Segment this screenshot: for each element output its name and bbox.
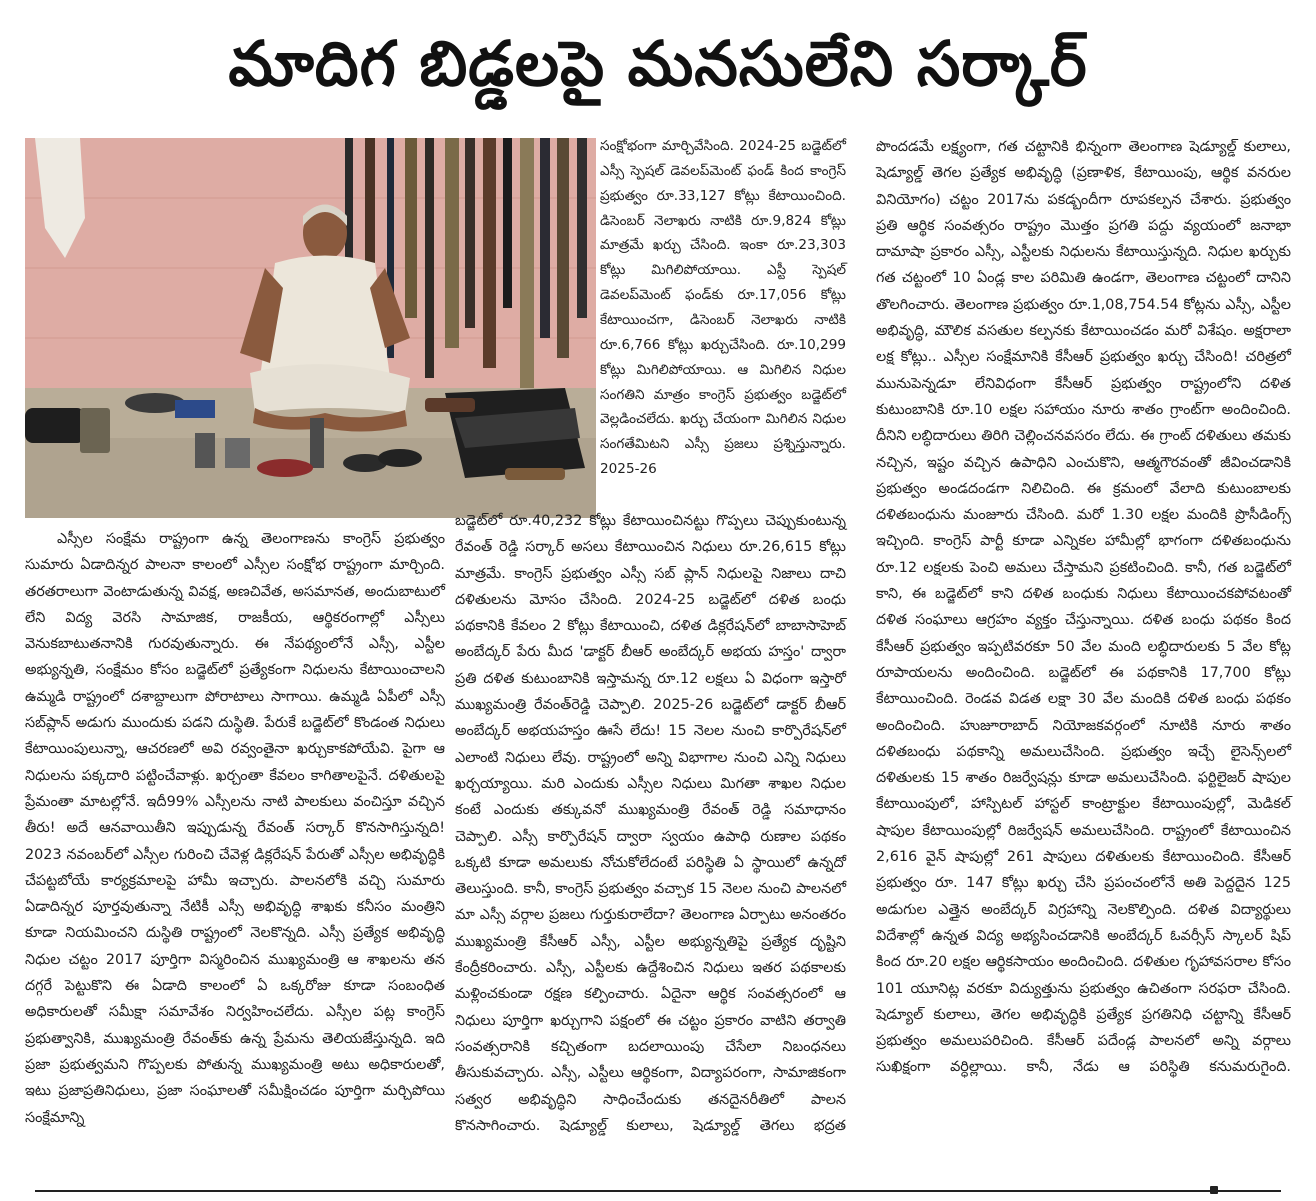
article-column-3 (876, 134, 1291, 1081)
article-column-2-bottom (455, 508, 846, 1139)
article-headline: మాదిగ బిడ్డలపై మనసులేని సర్కార్ (228, 27, 1088, 100)
column-2-bottom-text: బడ్జెట్‌లో రూ.40,232 కోట్లు కేటాయించినట్టు గొప్పలు చెప్పుకుంటున్న రేవంత్ రెడ్డి సర్కార్ అసలు కేటాయించిన నిధులు రూ.26,615 కోట్లు మాత్రమే. కాంగ్రెస్ ప్రభుత్వం ఎస్సీ సబ్ ప్లాన్ నిధులపై నిజాలు దాచి దళితులను మోసం చేసింది. 2024-25 బడ్జెట్‌లో దళిత బంధు పథకానికి కేవలం 2 కోట్లు కేటాయించి, దళిత డిక్లరేషన్‌లో బాబాసాహెబ్ అంబేద్కర్ పేరు మీద 'డాక్టర్ బీఆర్ అంబేద్కర్ అభయ హస్తం' ద్వారా ప్రతి దళిత కుటుంబానికి ఇస్తామన్న రూ.12 లక్షలు ఏ విధంగా ఇస్తారో ముఖ్యమంత్రి రేవంత్‌రెడ్డి చెప్పాలి. 2025-26 బడ్జెట్‌లో డాక్టర్ బీఆర్ అంబేద్కర్ అభయహస్తం ఊసే లేదు! 15 నెలల నుంచి కార్పొరేషన్‌లో ఎలాంటి నిధులు లేవు. రాష్ట్రంలో అన్ని విభాగాల నుంచి ఎన్ని నిధులు ఖర్చయ్యాయి. మరి ఎందుకు ఎస్సీల నిధులు మిగతా శాఖల నిధుల కంటే ఎందుకు తక్కువనో ముఖ్యమంత్రి రేవంత్ రెడ్డి సమాధానం చెప్పాలి. ఎస్సీ కార్పొరేషన్ ద్వారా స్వయం ఉపాధి రుణాల పథకం ఒక్కటి కూడా అమలుకు నోచుకోలేదంటే పరిస్థితి ఏ స్థాయిలో ఉన్నదో తెలుస్తుంది. కానీ, కాంగ్రెస్ ప్రభుత్వం వచ్చాక 15 నెలల నుంచి పాలనలో మా ఎస్సీ వర్గాల ప్రజలు గుర్తుకురాలేదా? తెలంగాణ ఏర్పాటు అనంతరం ముఖ్యమంత్రి కేసీఆర్ ఎస్సీ, ఎస్టీల అభ్యున్నతిపై ప్రత్యేక దృష్టిని కేంద్రీకరించారు. ఎస్సీ, ఎస్టీలకు ఉద్దేశించిన నిధులు ఇతర పథకాలకు మళ్లించకుండా రక్షణ కల్పించారు. ఏదైనా ఆర్థిక సంవత్సరంలో ఆ నిధులు పూర్తిగా ఖర్చుగాని పక్షంలో ఈ చట్టం ప్రకారం వాటిని తర్వాతి సంవత్సరానికి కచ్చితంగా బదలాయింపు చేసేలా నిబంధనలు తీసుకువచ్చారు. ఎస్సీ, ఎస్టీలు ఆర్థికంగా, విద్యాపరంగా, సామాజికంగా సత్వర అభివృద్ధిని సాధించేందుకు తనదైనరీతిలో పాలన కొనసాగించారు. షెడ్యూల్డ్ కులాలు, షెడ్యూల్డ్ తెగలు భద్రత (455, 513, 846, 1134)
article-column-2-top (600, 134, 846, 482)
column-3-text: పొందడమే లక్ష్యంగా, గత చట్టానికి భిన్నంగా తెలంగాణ షెడ్యూల్డ్ కులాలు, షెడ్యూల్డ్ తెగల ప్రత్యేక అభివృద్ధి (ప్రణాళిక, కేటాయింపు, ఆర్థిక వనరుల వినియోగం) చట్టం 2017ను పకడ్బందీగా రూపకల్పన చేశారు. ప్రభుత్వం ప్రతి ఆర్థిక సంవత్సరం రాష్ట్రం మొత్తం ప్రగతి పద్దు వ్యయంలో జనాభా దామాషా ప్రకారం ఎస్సీ, ఎస్టీలకు నిధులను కేటాయిస్తున్నది. నిధుల ఖర్చుకు గత చట్టంలో 10 ఏండ్ల కాల పరిమితి ఉండగా, తెలంగాణ చట్టంలో దానిని తొలగించారు. తెలంగాణ ప్రభుత్వం రూ.1,08,754.54 కోట్లను ఎస్సీ, ఎస్టీల అభివృద్ధి, మౌలిక వసతుల కల్పనకు కేటాయించడం మరో విశేషం. అక్షరాలా లక్ష కోట్లు.. ఎస్సీల సంక్షేమానికి కేసీఆర్ ప్రభుత్వం ఖర్చు చేసింది! చరిత్రలో మునుపెన్నడూ లేనివిధంగా కేసీఆర్ ప్రభుత్వం రాష్ట్రంలోని దళిత కుటుంబానికి రూ.10 లక్షల సహాయం నూరు శాతం గ్రాంట్‌గా అందించింది. దీనిని లబ్ధిదారులు తిరిగి చెల్లించనవసరం లేదు. ఈ గ్రాంట్ దళితులు తమకు నచ్చిన, ఇష్టం వచ్చిన ఉపాధిని ఎంచుకొని, ఆత్మగౌరవంతో జీవించడానికి ప్రభుత్వం అండదండగా నిలిచింది. ఈ క్రమంలో వేలాది కుటుంబాలకు దళితబంధును మంజూరు చేసింది. మరో 1.30 లక్షల మందికి ప్రొసీడింగ్స్ ఇచ్చింది. కాంగ్రెస్ పార్టీ కూడా ఎన్నికల హామీల్లో భాగంగా దళితబంధును రూ.12 లక్షలకు పెంచి అమలు చేస్తామని ప్రకటించింది. కానీ, గత బడ్జెట్‌లో కాని, ఈ బడ్జెట్‌లో కాని దళిత బంధుకు నిధులు కేటాయించకపోవటంతో దళిత సంఘాలు ఆగ్రహం వ్యక్తం చేస్తున్నాయి. దళిత బంధు పథకం కింద కేసీఆర్ ప్రభుత్వం ఇప్పటివరకూ 50 వేల మంది లబ్ధిదారులకు 5 వేల కోట్ల రూపాయలను అందించింది. బడ్జెట్‌లో ఈ పథకానికి 17,700 కోట్లు కేటాయించింది. రెండవ విడత లక్షా 30 వేల మందికి దళిత బంధు పథకం అందించింది. హుజూరాబాద్ నియోజకవర్గంలో నూటికి నూరు శాతం దళితబంధు పథకాన్ని అమలుచేసింది. ప్రభుత్వం ఇచ్చే లైసెన్స్‌లలో దళితులకు 15 శాతం రిజర్వేషన్లు కూడా అమలుచేసింది. ఫర్టిలైజర్ షాపుల కేటాయింపులో, హాస్పిటల్ హాస్టల్ కాంట్రాక్టుల కేటాయింపుల్లో, మెడికల్ షాపుల కేటాయింపుల్లో రిజర్వేషన్ అమలుచేసింది. రాష్ట్రంలో కేటాయించిన 2,616 వైన్ షాపుల్లో 261 షాపులు దళితులకు కేటాయించింది. కేసీఆర్ ప్రభుత్వం రూ. 147 కోట్లు ఖర్చు చేసి ప్రపంచంలోనే అతి పెద్దదైన 125 అడుగుల ఎత్తైన అంబేద్కర్ విగ్రహాన్ని నెలకొల్పింది. దళిత విద్యార్థులు విదేశాల్లో ఉన్నత విద్య అభ్యసించడానికి అంబేద్కర్ ఓవర్సీస్ స్కాలర్ షిప్ కింద రూ.20 లక్షల ఆర్థికసాయం అందించింది. దళితుల గృహావసరాల కోసం 101 యూనిట్ల వరకూ విద్యుత్తును ప్రభుత్వం ఉచితంగా సరఫరా చేసింది. షెడ్యూల్ కులాలు, తెగల అభివృద్ధికి ప్రత్యేక ప్రగతినిధి చట్టాన్ని కేసీఆర్ ప్రభుత్వం అమలుపరిచింది. కేసీఆర్ పదేండ్ల పాలనలో అన్ని వర్గాలు సుఖిక్షంగా వర్ధిల్లాయి. కానీ, నేడు ఆ పరిస్థితి కనుమరుగైంది. (876, 139, 1291, 1076)
article-column-1 (25, 526, 445, 1131)
rule-marker (1210, 1186, 1218, 1194)
bottom-rule (35, 1190, 1281, 1192)
column-1-text: ఎస్సీల సంక్షేమ రాష్ట్రంగా ఉన్న తెలంగాణను కాంగ్రెస్ ప్రభుత్వం సుమారు ఏడాదిన్నర పాలనా కాలంలో ఎస్సీల సంక్షోభ రాష్ట్రంగా మార్చింది. తరతరాలుగా వెంటాడుతున్న వివక్ష, అణచివేత, అసమానత, అందుబాటులో లేని విద్య వెరసి సామాజిక, రాజకీయ, ఆర్థికరంగాల్లో ఎస్సీలు వెనుకబాటుతనానికి గురవుతున్నారు. ఈ నేపథ్యంలోనే ఎస్సీ, ఎస్టీల అభ్యున్నతి, సంక్షేమం కోసం బడ్జెట్‌లో ప్రత్యేకంగా నిధులను కేటాయించాలని ఉమ్మడి రాష్ట్రంలో దశాబ్దాలుగా పోరాటాలు సాగాయి. ఉమ్మడి ఏపీలో ఎస్సీ సబ్‌ప్లాన్ అడుగు ముందుకు పడని దుస్థితి. పేరుకే బడ్జెట్‌లో కొండంత నిధులు కేటాయింపులున్నా, ఆచరణలో అవి రవ్వంతైనా ఖర్చుకాకపోయేవి. పైగా ఆ నిధులను పక్కదారి పట్టించేవాళ్లు. ఖర్చంతా కేవలం కాగితాలపైనే. దళితులపై ప్రేమంతా మాటల్లోనే. ఇదీ99% ఎస్సీలను నాటి పాలకులు వంచిస్తూ వచ్చిన తీరు! అదే ఆనవాయితీని ఇప్పుడున్న రేవంత్ సర్కార్ కొనసాగిస్తున్నది! 2023 నవంబర్‌లో ఎస్సీల గురించి చేవెళ్ల డిక్లరేషన్ పేరుతో ఎస్సీల అభివృద్ధికి చేపట్టబోయే కార్యక్రమాలపై హామీ ఇచ్చారు. పాలనలోకి వచ్చి సుమారు ఏడాదిన్నర పూర్తవుతున్నా నేటికీ ఎస్సీ అభివృద్ధి శాఖకు కనీసం మంత్రిని కూడా నియమించని దుస్థితి రాష్ట్రంలో నెలకొన్నది. ఎస్సీ ప్రత్యేక అభివృద్ధి నిధుల చట్టం 2017 పూర్తిగా విస్మరించిన ముఖ్యమంత్రి ఆ శాఖలను తన దగ్గరే పెట్టుకొని ఈ ఏడాది కాలంలో ఏ ఒక్కరోజు కూడా సంబంధిత అధికారులతో సమీక్షా సమావేశం నిర్వహించలేదు. ఎస్సీల పట్ల కాంగ్రెస్ ప్రభుత్వానికి, ముఖ్యమంత్రి రేవంత్‌కు ఉన్న ప్రేమను తెలియజేస్తున్నది. ఇది ప్రజా ప్రభుత్వమని గొప్పలకు పోతున్న ముఖ్యమంత్రి అటు అధికారులతో, ఇటు ప్రజాప్రతినిధులు, ప్రజా సంఘాలతో సమీక్షించడం పూర్తిగా మర్చిపోయి సంక్షేమాన్ని (25, 531, 445, 1126)
column-2-top-text: సంక్షోభంగా మార్చివేసింది. 2024-25 బడ్జెట్‌లో ఎస్సీ స్పెషల్ డెవలప్‌మెంట్ ఫండ్ కింద కాంగ్రెస్ ప్రభుత్వం రూ.33,127 కోట్లు కేటాయించింది. డిసెంబర్ నెలాఖరు నాటికి రూ.9,824 కోట్లు మాత్రమే ఖర్చు చేసింది. ఇంకా రూ.23,303 కోట్లు మిగిలిపోయాయి. ఎస్టీ స్పెషల్ డెవలప్‌మెంట్ ఫండ్‌కు రూ.17,056 కోట్లు కేటాయించగా, డిసెంబర్ నెలాఖరు నాటికి రూ.6,766 కోట్లు ఖర్చుచేసింది. రూ.10,299 కోట్లు మిగిలిపోయాయి. ఆ మిగిలిన నిధుల సంగతిని మాత్రం కాంగ్రెస్ ప్రభుత్వం బడ్జెట్‌లో వెల్లడించలేదు. ఖర్చు చేయంగా మిగిలిన నిధుల సంగతేమిటని ఎస్సీ ప్రజలు ప్రశ్నిస్తున్నారు. 2025-26 (600, 138, 846, 478)
photo-illustration (25, 138, 596, 518)
cobbler-photo (25, 138, 596, 518)
